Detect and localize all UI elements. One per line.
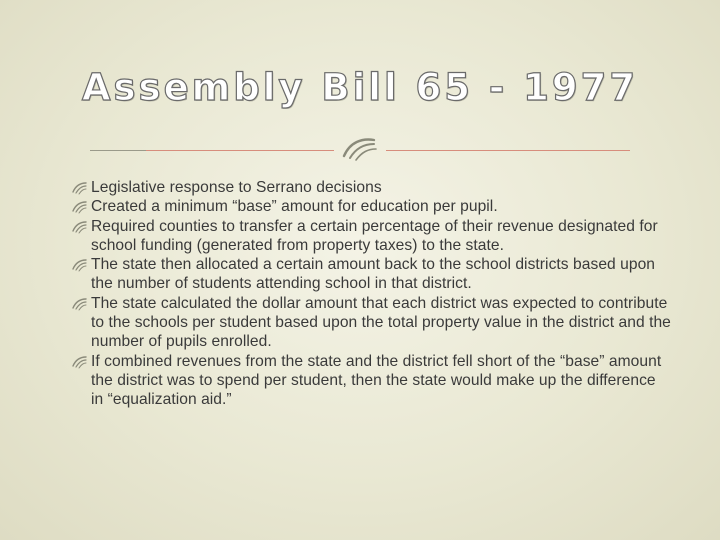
- leaf-swoosh-icon: [72, 181, 87, 195]
- list-item: [72, 352, 672, 410]
- divider-line-left-accent: [90, 150, 146, 151]
- list-item: [72, 197, 672, 216]
- leaf-swoosh-icon: [72, 355, 87, 369]
- list-item: [72, 178, 672, 197]
- bullet-text: Created a minimum “base” amount for education per pupil.: [91, 198, 498, 216]
- list-item: [72, 217, 672, 256]
- leaf-swoosh-icon: [72, 297, 87, 311]
- bullet-text: The state then allocated a certain amount back to the school districts based upon the number of students attending school in that district.: [91, 256, 656, 293]
- list-item: [72, 294, 672, 352]
- leaf-swoosh-icon: [72, 220, 87, 234]
- slide-title: Assembly Bill 65 - 1977: [81, 66, 639, 109]
- list-item: [72, 255, 672, 294]
- bullet-text: If combined revenues from the state and the district fell short of the “base” amount the district was to spend per student, then the state would make up the difference in “equalization aid.”: [91, 352, 662, 409]
- leaf-swoosh-icon: [72, 258, 87, 272]
- bullet-list: [72, 178, 672, 410]
- leaf-swoosh-icon: [340, 136, 380, 162]
- leaf-swoosh-icon: [72, 200, 87, 214]
- title-divider: [90, 136, 630, 162]
- bullet-text: The state calculated the dollar amount that each district was expected to contribute to the schools per student based upon the total property value in the district and the number of pupils enrolled.: [91, 294, 671, 351]
- bullet-text: Legislative response to Serrano decisions: [91, 179, 382, 196]
- bullet-text: Required counties to transfer a certain percentage of their revenue designated for school funding (generated from property taxes) to the state.: [91, 217, 658, 254]
- divider-line-right: [386, 150, 630, 151]
